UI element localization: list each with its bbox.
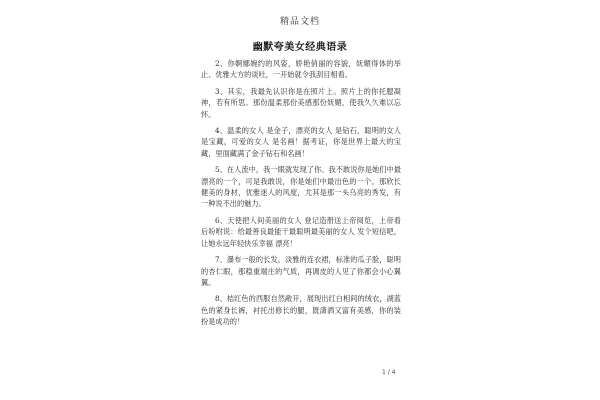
paragraph: 3、其实，我最先认识你是在照片上。照片上的你托腮凝神，若有所思。那份温柔那份美感那份妩媚，使我久久难以忘怀。 — [201, 86, 401, 119]
paragraph: 5、在人流中，我一眼就发现了你。我不敢说你是她们中最漂亮的一个，可是我敢说，你是她们中最出色的一个。那欣长健美的身材，优雅迷人的风度，尤其是那一头乌亮的秀发，有一种说不出的魅力。 — [201, 165, 401, 209]
paragraph: 2、你婀娜婉约的风姿，娇艳俏丽的容貌，妩媚得体的举止、优雅大方的谈吐，一开始就令我刮目相看。 — [201, 59, 401, 80]
paragraph: 7、瀑布一般的长发，淡雅的连衣裙，标准的瓜子脸，聪明的杏仁眼，那稳重端庄的气质，再调皮的人见了你都会小心翼翼。 — [201, 255, 401, 287]
page-header: 精品文档 — [279, 17, 320, 27]
paragraph: 4、温柔的女人 是金子，漂亮的女人 是钻石，聪明的女人 是宝藏，可爱的女人 是名画！据考证，你是世界上最大的宝藏，里面藏满了金子钻石和名画！ — [201, 126, 401, 158]
paragraph: 6、天使把人间美丽的女人 登记造册送上帝阅览，上帝看后吩咐说：给最善良最能干最聪明最美丽的女人 发个短信吧，让她永远年轻快乐幸福 漂亮！ — [201, 215, 401, 248]
document-body — [201, 58, 401, 333]
document-title: 幽默夸美女经典语录 — [252, 42, 348, 53]
page-number: 1 / 4 — [382, 369, 396, 376]
paragraph: 8、桔红色的西服自然敞开，展现出红白相间的绒衣，湖蓝色的紧身长裤，衬托出修长的腿，既潇洒又富有美感，你的装扮是成功的！ — [201, 294, 401, 327]
